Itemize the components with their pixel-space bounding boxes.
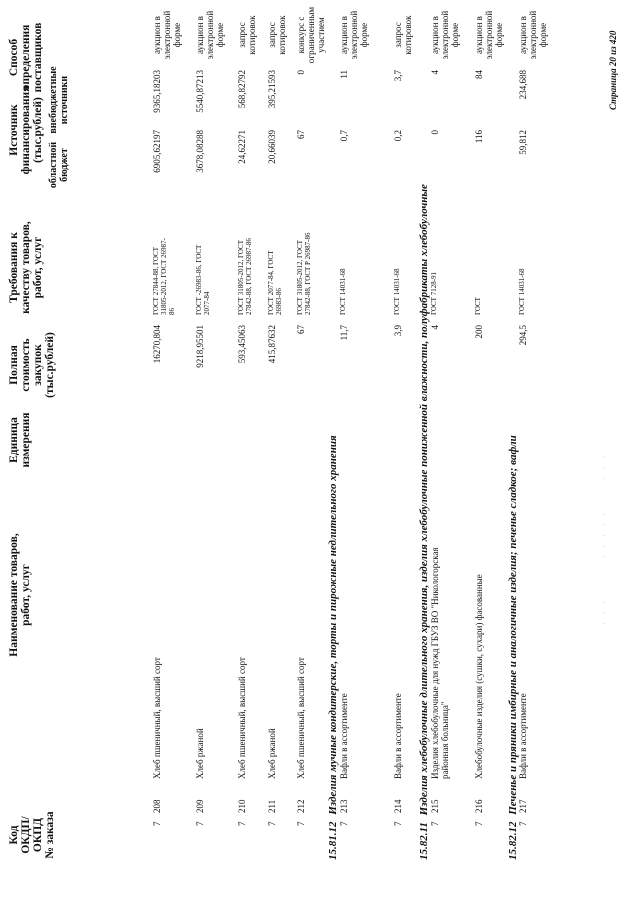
row-cost: 11,7	[339, 325, 349, 341]
row-cost: 593,45063	[237, 325, 247, 364]
row-name: Хлеб ржаной	[195, 728, 205, 779]
row-code: 7	[237, 821, 247, 826]
row-order: 212	[296, 799, 306, 813]
row-quality-line: ГОСТ -26983-86, ГОСТ	[195, 244, 203, 315]
header-unit	[8, 400, 32, 480]
header-name	[8, 505, 32, 685]
row-quality	[339, 205, 347, 315]
row-method-line: электронной	[528, 10, 538, 60]
row-code: 7	[474, 821, 484, 826]
section-title: Печенье и пряники имбирные и аналогичные изделия; печенье сладкое; вафли	[507, 435, 519, 815]
row-name: Вафли в ассортименте	[518, 693, 528, 779]
row-regional: 67	[296, 130, 306, 139]
header-quality-line: Требования к	[8, 232, 20, 303]
row-order: 217	[518, 799, 528, 813]
row-method	[237, 5, 257, 65]
row-method-line: аукцион в	[474, 16, 484, 54]
row-method-line: электронной	[162, 10, 172, 60]
row-regional: 3678,08288	[195, 130, 205, 173]
row-method-line: запрос	[267, 22, 277, 48]
section-title: Изделия хлебобулочные длительного хранения, изделия хлебобулочные пониженной влажности, полуфабрикаты хлебобулочные	[418, 184, 430, 816]
row-order: 215	[430, 799, 440, 813]
row-method-line: форме	[538, 22, 548, 48]
row-code: 7	[152, 821, 162, 826]
table-row	[430, 0, 460, 905]
row-method-line: электронной	[349, 10, 359, 60]
row-method	[296, 5, 326, 65]
row-method-line: электронной	[440, 10, 450, 60]
header-code	[8, 805, 56, 865]
row-method-line: котировок	[403, 15, 413, 55]
row-regional: 0,7	[339, 130, 349, 142]
header-method-line: определения	[20, 24, 32, 91]
row-code: 7	[267, 821, 277, 826]
row-name: Вафли в ассортименте	[393, 693, 403, 779]
table-row	[393, 0, 415, 905]
section-code: 15.82.11	[418, 822, 430, 860]
header-method-line: Способ	[8, 38, 20, 77]
table-row	[195, 0, 225, 905]
row-quality	[152, 205, 176, 315]
row-extra: 568,82792	[237, 70, 247, 109]
header-cost-line: стоимость	[20, 338, 32, 392]
row-cost: 3,9	[393, 325, 403, 337]
row-method-line: электронной	[484, 10, 494, 60]
row-name	[430, 419, 450, 779]
row-method	[430, 5, 460, 65]
row-quality-line: ГОСТ 7128-91	[430, 271, 438, 315]
row-code: 7	[518, 821, 528, 826]
table-row	[296, 0, 326, 905]
row-cost: 415,87632	[267, 325, 277, 364]
row-method-line: форме	[215, 22, 225, 48]
section-heading	[418, 184, 430, 860]
header-finance-line: финансирования	[20, 85, 32, 175]
row-method-line: котировок	[247, 15, 257, 55]
header-unit-line: Единица	[8, 417, 20, 463]
row-cost: 9218,95501	[195, 325, 205, 368]
page-number: Страница 20 из 420	[608, 30, 618, 110]
header-unit-line: измерения	[20, 412, 32, 468]
row-quality	[267, 205, 283, 315]
row-quality-line: ГОСТ 31805-2012, ГОСТ	[296, 240, 304, 315]
row-method-line: форме	[450, 22, 460, 48]
row-method-line: ограниченным	[306, 6, 316, 64]
header-finance-line: (тыс.рублей)	[32, 97, 44, 163]
row-method-line: участием	[316, 17, 326, 53]
row-order: 208	[152, 799, 162, 813]
row-method	[339, 5, 369, 65]
header-cost-line: (тыс.рублей)	[44, 332, 56, 398]
row-quality-line: ГОСТ	[474, 297, 482, 315]
row-method	[474, 5, 504, 65]
row-method	[267, 5, 287, 65]
header-code-line: ОКПД	[32, 817, 44, 853]
row-extra: 9365,18203	[152, 70, 162, 113]
row-name: Хлеб пшеничный, высший сорт	[237, 657, 247, 779]
row-regional: 59,812	[518, 130, 528, 155]
row-code: 7	[339, 821, 349, 826]
header-cost-line: Полная	[8, 345, 20, 385]
section-title: Изделия мучные кондитерские, торты и пирожные недлительного хранения	[327, 435, 339, 815]
row-method-line: форме	[172, 22, 182, 48]
header-finance-line: Источник	[8, 104, 20, 156]
row-method	[393, 5, 413, 65]
row-cost: 16270,804	[152, 325, 162, 364]
row-regional: 116	[474, 130, 484, 144]
row-quality	[296, 205, 312, 315]
header-fin-extra-line: источники	[59, 75, 70, 125]
row-quality	[195, 205, 211, 315]
row-regional: 24,62271	[237, 130, 247, 164]
row-regional: 0	[430, 130, 440, 135]
header-fin-extra	[48, 55, 70, 145]
row-quality-line: ГОСТ 31805-2012, ГОСТ	[237, 240, 245, 315]
row-regional: 0,2	[393, 130, 403, 142]
row-cost: 67	[296, 325, 306, 334]
row-cost: 4	[430, 325, 440, 330]
row-method-line: запрос	[237, 22, 247, 48]
row-method-line: форме	[494, 22, 504, 48]
row-extra: 11	[339, 70, 349, 79]
row-quality	[474, 205, 482, 315]
header-fin-extra-line: внебюджетные	[48, 66, 59, 134]
row-name: Хлеб пшеничный, высший сорт	[152, 657, 162, 779]
row-method-line: аукцион в	[339, 16, 349, 54]
row-order: 213	[339, 799, 349, 813]
row-order: 210	[237, 799, 247, 813]
row-quality	[518, 205, 526, 315]
header-quality	[8, 205, 44, 330]
section-code: 15.81.12	[327, 821, 339, 860]
row-method-line: электронной	[205, 10, 215, 60]
header-cost-line: закупок	[32, 344, 44, 386]
row-quality	[393, 205, 401, 315]
row-regional: 6905,62197	[152, 130, 162, 173]
row-quality-line: 27842-88, ГОСТ Р 26987-86	[304, 232, 312, 315]
row-method	[195, 5, 225, 65]
row-extra: 84	[474, 70, 484, 79]
header-fin-regional-line: бюджет	[59, 148, 70, 182]
section-heading	[327, 435, 339, 860]
row-method-line: котировок	[277, 15, 287, 55]
row-method-line: аукцион в	[152, 16, 162, 54]
row-order: 216	[474, 799, 484, 813]
row-method-line: форме	[359, 22, 369, 48]
row-quality-line: 86	[168, 308, 176, 315]
header-cost	[8, 325, 56, 405]
header-code-line: № заказа	[44, 811, 56, 859]
header-quality-line: работ, услуг	[32, 236, 44, 299]
header-code-line: ОКДП/	[20, 816, 32, 854]
table-row	[339, 0, 369, 905]
row-method-line: конкурс с	[296, 16, 306, 54]
table-row	[267, 0, 291, 905]
row-quality-line: ГОСТ 2077-84, ГОСТ	[267, 250, 275, 315]
row-quality-line: 2077-84	[203, 291, 211, 315]
row-quality-line: 27842-88, ГОСТ 26987-86	[245, 238, 253, 315]
row-regional: 20,66039	[267, 130, 277, 164]
row-method	[518, 5, 548, 65]
row-order: 214	[393, 799, 403, 813]
row-quality	[237, 205, 253, 315]
header-quality-line: качеству товаров,	[20, 221, 32, 314]
row-order: 209	[195, 799, 205, 813]
row-name: Хлебобулочные изделия (сушки, сухари) фасованные	[474, 574, 484, 779]
row-name-line: Изделия хлебобулочные для нужд ГБУЗ ВО "Никологорская	[430, 547, 440, 779]
row-quality-line: ГОСТ 14031-68	[393, 268, 401, 315]
row-order: 211	[267, 799, 277, 813]
row-quality-line: ГОСТ 14031-68	[339, 268, 347, 315]
row-code: 7	[430, 821, 440, 826]
table-row	[237, 0, 261, 905]
section-code: 15.82.12	[507, 821, 519, 860]
header-name-line: работ, услуг	[20, 564, 32, 626]
row-name: Вафли в ассортименте	[339, 693, 349, 779]
row-method-line: аукцион в	[430, 16, 440, 54]
header-name-line: Наименование товаров,	[8, 533, 20, 657]
header-method-line: поставщиков	[32, 22, 44, 93]
row-extra: 4	[430, 70, 440, 75]
row-method	[152, 5, 182, 65]
row-method-line: аукцион в	[518, 16, 528, 54]
row-extra: 395,21593	[267, 70, 277, 109]
row-code: 7	[393, 821, 403, 826]
row-extra: 0	[296, 70, 306, 75]
table-row	[152, 0, 182, 905]
row-code: 7	[195, 821, 205, 826]
row-extra: 234,688	[518, 70, 528, 100]
row-quality-line: ГОСТ 27844-88, ГОСТ	[152, 247, 160, 315]
row-cost: 294,5	[518, 325, 528, 346]
header-code-line: Код	[8, 825, 20, 845]
row-quality-line: ГОСТ 14031-68	[518, 268, 526, 315]
row-code: 7	[296, 821, 306, 826]
row-quality	[430, 205, 438, 315]
row-name: Хлеб пшеничный, высший сорт	[296, 657, 306, 779]
row-quality-line: 26983-86	[275, 288, 283, 315]
header-fin-regional-line: областной	[48, 141, 59, 189]
scan-artifact: · · · · · · · · · · ·	[600, 452, 609, 625]
row-method-line: запрос	[393, 22, 403, 48]
row-extra: 3,7	[393, 70, 403, 82]
row-quality-line: 31805-2012, ГОСТ 26987-	[160, 238, 168, 315]
table-row	[474, 0, 504, 905]
row-name-line: районная больница"	[440, 701, 450, 779]
row-method-line: аукцион в	[195, 16, 205, 54]
row-cost: 200	[474, 325, 484, 339]
header-method	[8, 15, 44, 100]
table-row	[518, 0, 548, 905]
row-extra: 5540,87213	[195, 70, 205, 113]
row-name: Хлеб ржаной	[267, 728, 277, 779]
